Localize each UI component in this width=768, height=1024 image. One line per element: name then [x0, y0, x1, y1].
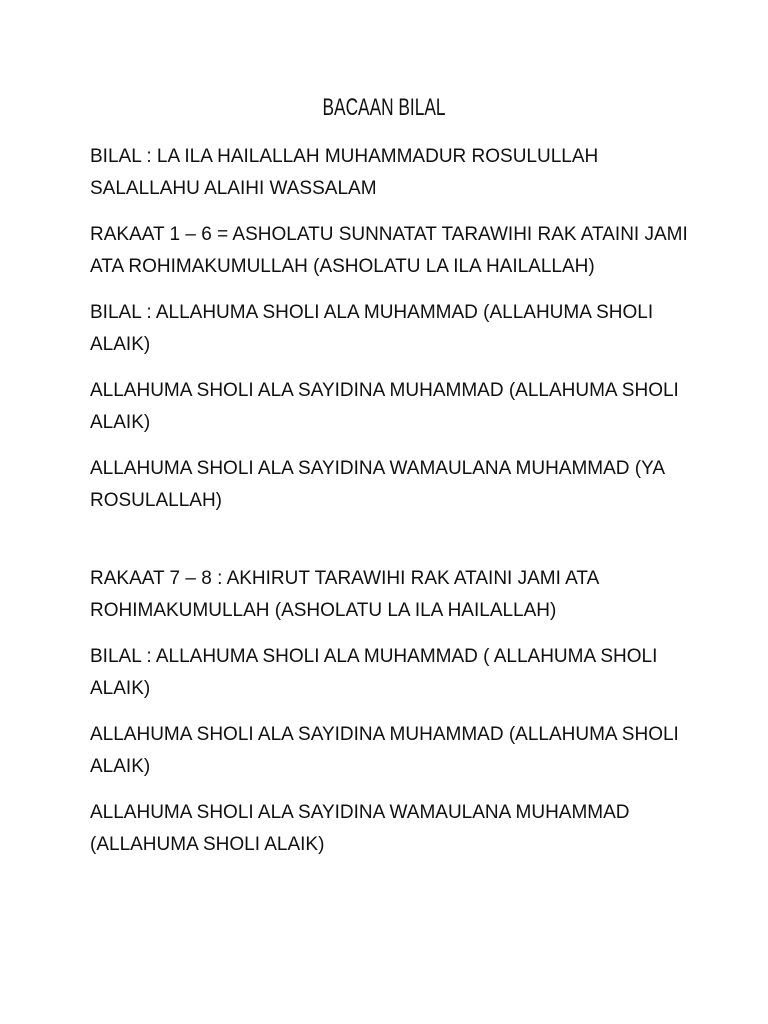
page-title: BACAAN BILAL [322, 94, 446, 121]
paragraph-sayidina-sholawat-1: ALLAHUMA SHOLI ALA SAYIDINA MUHAMMAD (ALLAHUMA SHOLI ALAIK) [90, 380, 679, 433]
paragraph-wamaulana-sholawat-2: ALLAHUMA SHOLI ALA SAYIDINA WAMAULANA MUHAMMAD (ALLAHUMA SHOLI ALAIK) [90, 802, 630, 855]
paragraph-sayidina-sholawat-2: ALLAHUMA SHOLI ALA SAYIDINA MUHAMMAD (ALLAHUMA SHOLI ALAIK) [90, 724, 679, 777]
document-body [90, 141, 690, 875]
paragraph-rakaat-7-8: RAKAAT 7 – 8 : AKHIRUT TARAWIHI RAK ATAINI JAMI ATA ROHIMAKUMULLAH (ASHOLATU LA ILA HAILALLAH) [90, 568, 599, 621]
paragraph-wamaulana-sholawat-1: ALLAHUMA SHOLI ALA SAYIDINA WAMAULANA MUHAMMAD (YA ROSULALLAH) [90, 458, 665, 511]
paragraph-rakaat-1-6: RAKAAT 1 – 6 = ASHOLATU SUNNATAT TARAWIHI RAK ATAINI JAMI ATA ROHIMAKUMULLAH (ASHOLATU LA ILA HAILALLAH) [90, 224, 688, 277]
paragraph-bilal-opening: BILAL : LA ILA HAILALLAH MUHAMMADUR ROSULULLAH SALALLAHU ALAIHI WASSALAM [90, 146, 599, 199]
paragraph-bilal-sholawat-1: BILAL : ALLAHUMA SHOLI ALA MUHAMMAD (ALLAHUMA SHOLI ALAIK) [90, 302, 654, 355]
paragraph-bilal-sholawat-2: BILAL : ALLAHUMA SHOLI ALA MUHAMMAD ( ALLAHUMA SHOLI ALAIK) [90, 646, 658, 699]
